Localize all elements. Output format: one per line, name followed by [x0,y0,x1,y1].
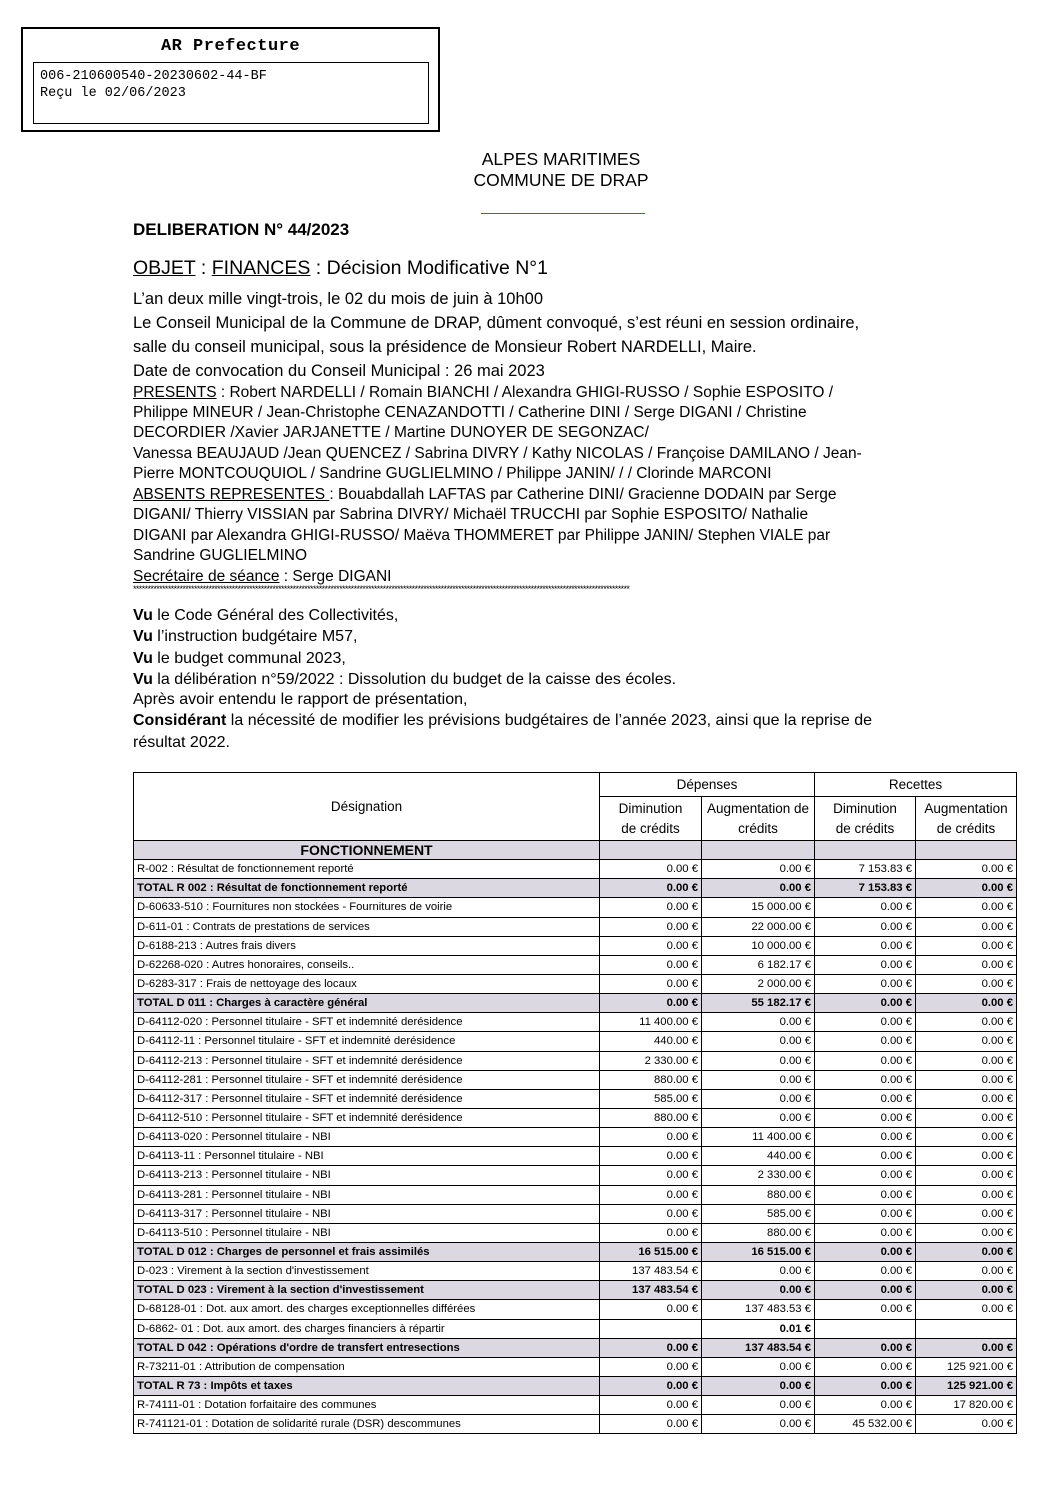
amount-cell: 0.00 € [815,898,916,917]
vu-text: Après avoir entendu le rapport de présentation, [133,691,468,708]
amount-cell: 0.00 € [916,1242,1017,1261]
amount-cell: 0.00 € [815,1357,916,1376]
amount-cell: 880.00 € [702,1223,815,1242]
vu-keyword: Vu [133,671,153,688]
amount-cell: 0.00 € [815,1013,916,1032]
amount-cell: 0.00 € [702,1396,815,1415]
amount-cell: 0.00 € [815,974,916,993]
amount-cell: 7 153.83 € [815,860,916,879]
amount-cell: 0.00 € [916,1147,1017,1166]
vu-keyword: Vu [133,650,153,667]
amount-cell: 10 000.00 € [702,936,815,955]
department-name: ALPES MARITIMES [481,149,641,169]
row-label: D-64113-317 : Personnel titulaire - NBI [134,1204,600,1223]
separator-line: *************************************************************************************************************************************************************************** [133,584,630,594]
intro-line: salle du conseil municipal, sous la présidence de Monsieur Robert NARDELLI, Maire. [133,338,757,356]
amount-cell: 0.00 € [916,1415,1017,1434]
amount-cell: 0.00 € [916,955,1017,974]
table-cell [815,841,916,860]
amount-cell: 0.00 € [600,1376,702,1395]
amount-cell: 0.00 € [600,1128,702,1147]
total-row [134,994,1017,1013]
amount-cell: 7 153.83 € [815,879,916,898]
vu-line [133,607,398,625]
amount-cell: 55 182.17 € [702,994,815,1013]
presents-line: Vanessa BEAUJAUD /Jean QUENCEZ / Sabrina DIVRY / Kathy NICOLAS / Françoise DAMILANO / Jean- [133,445,862,462]
deliberation-number: DELIBERATION N° 44/2023 [133,220,350,239]
row-label: D-64112-213 : Personnel titulaire - SFT et indemnité derésidence [134,1051,600,1070]
total-row [134,1376,1017,1395]
amount-cell: 0.00 € [600,1300,702,1319]
amount-cell: 0.00 € [600,955,702,974]
amount-cell: 0.00 € [815,994,916,1013]
amount-cell: 0.00 € [702,1013,815,1032]
intro-line: Le Conseil Municipal de la Commune de DRAP, dûment convoqué, s’est réuni en session ordinaire, [133,314,860,332]
amount-cell: 0.00 € [600,917,702,936]
amount-cell: 137 483.53 € [702,1300,815,1319]
table-row [134,974,1017,993]
amount-cell: 0.00 € [702,1262,815,1281]
amount-cell: 11 400.00 € [702,1128,815,1147]
table-row [134,1013,1017,1032]
recettes-diminution-header [815,797,916,841]
header-line: Augmentation de [706,800,810,816]
row-label: D-023 : Virement à la section d'investissement [134,1262,600,1281]
amount-cell: 0.00 € [600,1415,702,1434]
table-row [134,1051,1017,1070]
row-label: D-6188-213 : Autres frais divers [134,936,600,955]
stamp-received-date: Reçu le 02/06/2023 [40,86,186,101]
table-row [134,955,1017,974]
table-row [134,1319,1017,1338]
table-row [134,1032,1017,1051]
presents-line: Pierre MONTCOUQUIOL / Sandrine GUGLIELMINO / Philippe JANIN/ / / Clorinde MARCONI [133,465,772,482]
table-row [134,1204,1017,1223]
vu-line [133,712,872,730]
amount-cell: 0.00 € [815,1051,916,1070]
table-cell [702,841,815,860]
amount-cell: 0.00 € [916,1300,1017,1319]
amount-cell: 0.00 € [600,860,702,879]
table-row [134,1070,1017,1089]
stamp-title: AR Prefecture [160,37,301,56]
amount-cell: 440.00 € [600,1032,702,1051]
amount-cell: 0.00 € [815,1070,916,1089]
amount-cell: 0.00 € [815,1108,916,1127]
table-row [134,1089,1017,1108]
row-label: TOTAL D 023 : Virement à la section d'investissement [134,1281,600,1300]
row-label: R-741121-01 : Dotation de solidarité rurale (DSR) descommunes [134,1415,600,1434]
amount-cell: 0.00 € [702,860,815,879]
amount-cell: 2 330.00 € [702,1166,815,1185]
amount-cell: 0.00 € [916,936,1017,955]
amount-cell: 0.00 € [815,1204,916,1223]
header-line: Diminution [833,800,897,816]
amount-cell: 16 515.00 € [600,1242,702,1261]
amount-cell: 0.00 € [916,917,1017,936]
stamp-reference: 006-210600540-20230602-44-BF [40,69,267,84]
row-label: D-60633-510 : Fournitures non stockées - Fournitures de voirie [134,898,600,917]
row-label: D-6862- 01 : Dot. aux amort. des charges financiers à répartir [134,1319,600,1338]
presents-line [133,384,833,402]
vu-line [133,671,676,689]
row-label: TOTAL D 012 : Charges de personnel et frais assimilés [134,1242,600,1261]
amount-cell: 0.00 € [815,917,916,936]
amount-cell: 45 532.00 € [815,1415,916,1434]
amount-cell: 2 000.00 € [702,974,815,993]
amount-cell: 0.00 € [600,1166,702,1185]
budget-table [133,772,1017,1434]
total-row [134,879,1017,898]
absents-text: : Bouabdallah LAFTAS par Catherine DINI/ Gracienne DODAIN par Serge [329,486,837,503]
amount-cell: 880.00 € [600,1108,702,1127]
header-line: de crédits [936,820,996,836]
prefecture-stamp [21,27,440,132]
amount-cell: 125 921.00 € [916,1376,1017,1395]
amount-cell: 0.00 € [916,1185,1017,1204]
table-row [134,1300,1017,1319]
amount-cell: 0.00 € [916,860,1017,879]
amount-cell: 137 483.54 € [600,1281,702,1300]
objet-topic: FINANCES [211,257,311,279]
header-line: crédits [738,820,778,836]
amount-cell: 585.00 € [600,1089,702,1108]
amount-cell: 0.00 € [702,1108,815,1127]
absents-line [133,486,837,504]
amount-cell: 17 820.00 € [916,1396,1017,1415]
vu-text: la délibération n°59/2022 : Dissolution du budget de la caisse des écoles. [152,671,677,688]
amount-cell: 0.00 € [815,1185,916,1204]
amount-cell: 0.00 € [916,1223,1017,1242]
row-label: D-611-01 : Contrats de prestations de services [134,917,600,936]
depenses-diminution-header [600,797,702,841]
vu-line [133,628,357,646]
vu-text: le Code Général des Collectivités, [152,607,399,624]
amount-cell: 880.00 € [600,1070,702,1089]
vu-keyword: Considérant [133,712,227,729]
table-row [134,936,1017,955]
amount-cell: 0.00 € [916,1338,1017,1357]
amount-cell: 0.00 € [916,1108,1017,1127]
objet-line [133,257,548,280]
secretaire-name: : Serge DIGANI [279,568,392,585]
presents-label: PRESENTS [133,384,217,401]
amount-cell: 0.00 € [600,1204,702,1223]
row-label: D-64112-11 : Personnel titulaire - SFT et indemnité derésidence [134,1032,600,1051]
depenses-augmentation-header [702,797,815,841]
presents-line: Philippe MINEUR / Jean-Christophe CENAZANDOTTI / Catherine DINI / Serge DIGANI / Christine [133,404,807,421]
amount-cell: 0.00 € [815,1396,916,1415]
row-label: D-62268-020 : Autres honoraires, conseils.. [134,955,600,974]
amount-cell: 0.00 € [815,1147,916,1166]
amount-cell: 0.00 € [600,1338,702,1357]
objet-label: OBJET [133,257,196,279]
amount-cell: 0.00 € [916,1051,1017,1070]
table-row [134,1166,1017,1185]
amount-cell: 0.00 € [815,1338,916,1357]
amount-cell: 0.00 € [600,936,702,955]
objet-separator: : [195,257,212,279]
amount-cell: 0.00 € [702,1032,815,1051]
vu-text: la nécessité de modifier les prévisions budgétaires de l’année 2023, ainsi que la reprise de [226,712,873,729]
row-label: TOTAL R 73 : Impôts et taxes [134,1376,600,1395]
row-label: R-002 : Résultat de fonctionnement reporté [134,860,600,879]
amount-cell: 0.00 € [815,1032,916,1051]
amount-cell: 0.00 € [916,879,1017,898]
table-row [134,1396,1017,1415]
row-label: D-64112-510 : Personnel titulaire - SFT et indemnité derésidence [134,1108,600,1127]
intro-line: Date de convocation du Conseil Municipal : 26 mai 2023 [133,362,545,380]
row-label: R-73211-01 : Attribution de compensation [134,1357,600,1376]
amount-cell: 0.00 € [815,1166,916,1185]
amount-cell: 0.00 € [815,1281,916,1300]
row-label: D-68128-01 : Dot. aux amort. des charges exceptionnelles différées [134,1300,600,1319]
section-title: FONCTIONNEMENT [134,841,600,860]
total-row [134,1242,1017,1261]
amount-cell: 0.00 € [815,936,916,955]
amount-cell: 0.00 € [815,1376,916,1395]
row-label: TOTAL D 011 : Charges à caractère général [134,994,600,1013]
secretaire-label: Secrétaire de séance [133,568,280,585]
absents-line: Sandrine GUGLIELMINO [133,547,308,564]
amount-cell: 0.00 € [702,1089,815,1108]
amount-cell: 16 515.00 € [702,1242,815,1261]
recettes-header: Recettes [815,773,1017,797]
amount-cell: 0.00 € [600,1357,702,1376]
amount-cell: 0.00 € [600,974,702,993]
amount-cell: 0.00 € [916,1166,1017,1185]
amount-cell: 0.00 € [815,1300,916,1319]
row-label: D-6283-317 : Frais de nettoyage des locaux [134,974,600,993]
vu-text: le budget communal 2023, [152,650,346,667]
total-row [134,1338,1017,1357]
amount-cell: 0.00 € [815,1242,916,1261]
amount-cell: 0.00 € [815,1262,916,1281]
amount-cell: 0.00 € [815,1128,916,1147]
amount-cell [815,1319,916,1338]
absents-line: DIGANI par Alexandra GHIGI-RUSSO/ Maëva THOMMERET par Philippe JANIN/ Stephen VIALE par [133,527,831,544]
depenses-header: Dépenses [600,773,815,797]
amount-cell [916,1319,1017,1338]
vu-line [133,691,467,709]
table-row [134,1223,1017,1242]
vu-text: résultat 2022. [133,734,230,751]
amount-cell: 0.00 € [916,898,1017,917]
amount-cell: 0.00 € [916,994,1017,1013]
absents-label: ABSENTS REPRESENTES [133,486,330,503]
amount-cell: 0.00 € [916,1281,1017,1300]
table-row [134,1415,1017,1434]
vu-keyword: Vu [133,607,153,624]
header-line: de crédits [621,820,680,836]
recettes-augmentation-header [916,797,1017,841]
amount-cell: 0.00 € [600,1185,702,1204]
table-cell [916,841,1017,860]
stamp-details [33,62,429,124]
amount-cell: 0.00 € [702,1376,815,1395]
amount-cell: 125 921.00 € [916,1357,1017,1376]
row-label: D-64113-281 : Personnel titulaire - NBI [134,1185,600,1204]
amount-cell: 2 330.00 € [600,1051,702,1070]
amount-cell: 15 000.00 € [702,898,815,917]
objet-description: : Décision Modificative N°1 [310,257,548,279]
amount-cell: 0.00 € [916,1128,1017,1147]
table-row [134,1185,1017,1204]
amount-cell: 0.00 € [916,1013,1017,1032]
header-rule [481,213,645,214]
table-row [134,1147,1017,1166]
header-line: Augmentation [924,800,1008,816]
row-label: TOTAL D 042 : Opérations d'ordre de transfert entresections [134,1338,600,1357]
commune-name: COMMUNE DE DRAP [473,170,649,190]
amount-cell: 0.00 € [815,955,916,974]
amount-cell: 0.00 € [702,1051,815,1070]
amount-cell: 0.00 € [702,1357,815,1376]
header-line: Diminution [618,800,683,816]
row-label: R-74111-01 : Dotation forfaitaire des communes [134,1396,600,1415]
amount-cell: 0.00 € [600,1396,702,1415]
row-label: D-64113-213 : Personnel titulaire - NBI [134,1166,600,1185]
amount-cell: 0.00 € [702,1415,815,1434]
amount-cell: 0.00 € [916,974,1017,993]
total-row [134,1281,1017,1300]
vu-keyword: Vu [133,628,153,645]
amount-cell: 0.01 € [702,1319,815,1338]
table-row [134,1262,1017,1281]
vu-line [133,650,346,668]
row-label: D-64112-020 : Personnel titulaire - SFT et indemnité derésidence [134,1013,600,1032]
amount-cell: 0.00 € [815,1089,916,1108]
amount-cell: 0.00 € [916,1032,1017,1051]
amount-cell: 0.00 € [916,1262,1017,1281]
row-label: D-64112-281 : Personnel titulaire - SFT et indemnité derésidence [134,1070,600,1089]
amount-cell: 0.00 € [702,1070,815,1089]
table-row [134,860,1017,879]
amount-cell: 440.00 € [702,1147,815,1166]
vu-text: l’instruction budgétaire M57, [152,628,358,645]
row-label: D-64113-510 : Personnel titulaire - NBI [134,1223,600,1242]
table-row [134,917,1017,936]
row-label: D-64113-11 : Personnel titulaire - NBI [134,1147,600,1166]
row-label: TOTAL R 002 : Résultat de fonctionnement reporté [134,879,600,898]
amount-cell: 11 400.00 € [600,1013,702,1032]
absents-line: DIGANI/ Thierry VISSIAN par Sabrina DIVRY/ Michaël TRUCCHI par Sophie ESPOSITO/ Nathalie [133,506,809,523]
intro-line: L’an deux mille vingt-trois, le 02 du mois de juin à 10h00 [133,290,543,308]
amount-cell: 137 483.54 € [600,1262,702,1281]
amount-cell: 0.00 € [600,1223,702,1242]
amount-cell [600,1319,702,1338]
document-header [0,149,1058,191]
row-label: D-64112-317 : Personnel titulaire - SFT et indemnité derésidence [134,1089,600,1108]
amount-cell: 0.00 € [600,879,702,898]
amount-cell: 0.00 € [600,1147,702,1166]
table-row [134,1108,1017,1127]
amount-cell: 585.00 € [702,1204,815,1223]
amount-cell: 0.00 € [916,1204,1017,1223]
amount-cell: 880.00 € [702,1185,815,1204]
amount-cell: 137 483.54 € [702,1338,815,1357]
presents-text: : Robert NARDELLI / Romain BIANCHI / Alexandra GHIGI-RUSSO / Sophie ESPOSITO / [216,384,834,401]
designation-header: Désignation [134,773,600,841]
amount-cell: 0.00 € [815,1223,916,1242]
table-row [134,898,1017,917]
amount-cell: 0.00 € [702,1281,815,1300]
table-row [134,1128,1017,1147]
table-cell [600,841,702,860]
header-line: de crédits [835,820,895,836]
amount-cell: 0.00 € [600,898,702,917]
row-label: D-64113-020 : Personnel titulaire - NBI [134,1128,600,1147]
vu-line [133,734,230,752]
presents-line: DECORDIER /Xavier JARJANETTE / Martine DUNOYER DE SEGONZAC/ [133,424,649,441]
amount-cell: 0.00 € [916,1089,1017,1108]
table-row [134,1357,1017,1376]
amount-cell: 0.00 € [916,1070,1017,1089]
amount-cell: 0.00 € [600,994,702,1013]
section-row [134,841,1017,860]
amount-cell: 0.00 € [702,879,815,898]
amount-cell: 6 182.17 € [702,955,815,974]
amount-cell: 22 000.00 € [702,917,815,936]
